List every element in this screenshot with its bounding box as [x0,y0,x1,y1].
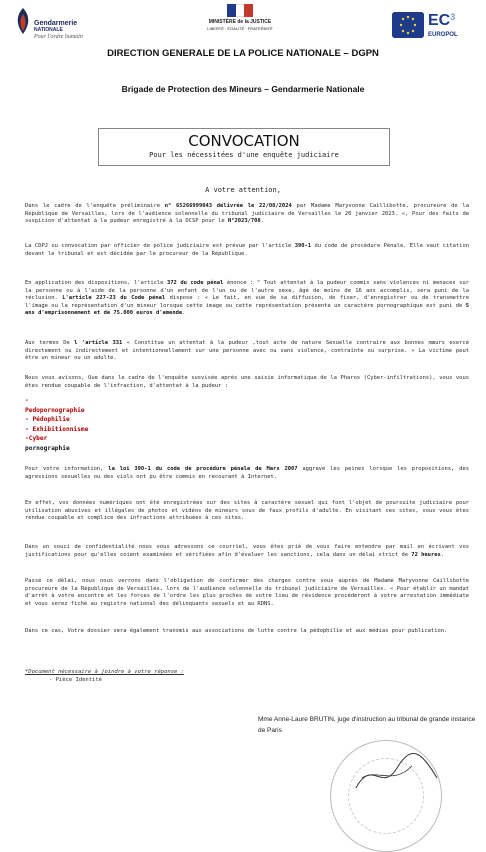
list-item: Pedopornographie [25,406,85,414]
required-documents [25,668,265,684]
required-documents-label: *Document nécessaire à joindre à votre réponse : [25,669,184,675]
required-documents-item: - Pièce Identité [49,677,102,683]
logo-brand: Gendarmerie [34,20,78,27]
europol-text: EUROPOL [428,32,458,38]
paragraph-6: Pour votre information, la loi 390-1 du code de procédure pénale de Mars 2007 aggrave les peines lorsque les propositions, des agressions sexuelles ou des viols ont pu être commis en recourant à Internet. [25,466,469,480]
document-subtitle: Brigade de Protection des Mineurs – Gendarmerie Nationale [121,84,365,94]
list-item: -Cyber [25,435,48,442]
offense-list [25,396,325,453]
europol-logo [392,8,482,48]
logo-motto: Pour l'ordre humain [34,34,83,40]
logo-brand-sub: NATIONALE [34,27,63,33]
gendarmerie-logo [12,6,102,54]
ministry-motto: LIBERTÉ · ÉGALITÉ · FRATERNITÉ [207,26,273,31]
flame-icon [12,6,34,36]
paragraph-4: Aux termes De l 'article 331 « Constitue un attentat à la pudeur ,tout acte de nature Sexuelle contraire aux bonnes mœurs exercé directement ou indirectement et intentionnellement sur une personne avec ou sans violence, contrainte ou surprise. » La victime peut être un mineur ou un adulte. [25,340,469,362]
signature-block: Mme Anne-Laure BRUTIN, juge d'instruction au tribunal de grande instance de Paris [258,716,476,734]
convocation-title: CONVOCATION [188,132,300,150]
ministry-name: MINISTÈRE de la JUSTICE [208,19,272,25]
convocation-box [98,128,390,166]
french-flag-icon [227,4,253,17]
convocation-subtitle: Pour les nécessitées d'une enquête judiciaire [149,151,339,159]
paragraph-8: Dans un souci de confidentialité nous vous adressons ce courriel, vous êtes prié de vous faire entendre par mail en écrivant vos justifications pour qu'elles soient examinées et vérifiées afin d'évaluer les sanctions, cela dans un délai strict de 72 heures. [25,544,469,558]
document-title: DIRECTION GENERALE DE LA POLICE NATIONALE – DGPN [107,48,379,59]
ec3-mark: $EC^3$ [428,12,456,29]
paragraph-10: Dans ce cas, Votre dossier sera également transmis aux associations de lutte contre la pédophilie et aux médias pour publication. [25,628,448,634]
paragraph-1: Dans le cadre de l'enquête préliminaire n° 65266999043 délivrée le 22/08/2024 par Madame Maryvonne Caillibotte, procureure de la République de Versailles, lors de l'audience solennelle du tribunal judiciaire de Versailles le 20 janvier 2023. «, Pour des faits de suspicion d'attentat à la pudeur enregistré à la DCSP pour le N°2023/708. [25,203,469,225]
list-item: - [25,397,29,404]
list-item: pornographie [25,444,70,452]
eu-stars-icon [392,12,424,38]
list-item: - Pédophilie [25,416,70,423]
paragraph-7: En effet, vos données numériques ont été enregistrées sur des sites à caractère sexuel qui font l'objet de poursuite judiciaire pour utilisation abusives et illégales de photos et vidéos de mineurs sous de faux profils d'adulte. En visitant ces sites, vous vous êtes rendue coupable et complice des infractions attribuées à ces sites. [25,500,469,522]
paragraph-2: La CDPJ ou convocation par officier de police judiciaire est prévue par l'article 390-1 du code de procédure Pénale. Elle vaut citation devant le tribunal et est décidée par le procureur de la République. [25,243,469,257]
paragraph-9: Passé ce délai, nous nous verrons dans l'obligation de confirmer des charges contre vous auprès de Madame Maryvonne Caillibotte procureure de la République de Versailles, lors de l'audience solennelle du tribunal judiciaire de Versailles. « Pour établir un mandat d'arrêt à votre encontre et les forces de l'ordre les plus proches de votre lieu de résidence procéderont à votre arrestation immédiate et vous serez fiché au registre national des délinquants sexuels et au RDNS. [25,578,469,607]
paragraph-5: Nous vous avisons, Que dans le cadre de l'enquête susvisée après une saisie informatique de la Pharos (Cyber-infiltrations), vous vous êtes rendue coupable de l'infraction, d'attentat à la pudeur : [25,375,469,389]
list-item: - Exhibitionnisme [25,425,89,433]
paragraph-3: En application des dispositions, l'article 372 du code pénal énonce : " Tout attentat à la pudeur commis sans violences ni menaces sur la personne ou à l'aide de la personne d'un enfant de l'un ou de l'autre sexe, âgé de moins de 16 ans accomplis, sera puni de la réclusion. L'article 227-23 du Code pénal dispose : « Le fait, en vue de sa diffusion, de fixer, d'enregistrer ou de transmettre l'image ou la représentation d'un mineur lorsque cette image ou cette représentation présente un caractère pornographique est puni de 5 ans d'emprisonnement et de 75.000 euros d'amende. [25,280,469,317]
signature-scribble-icon [352,748,442,798]
ministry-logo [180,4,300,46]
attention-line: A votre attention, [205,186,281,194]
